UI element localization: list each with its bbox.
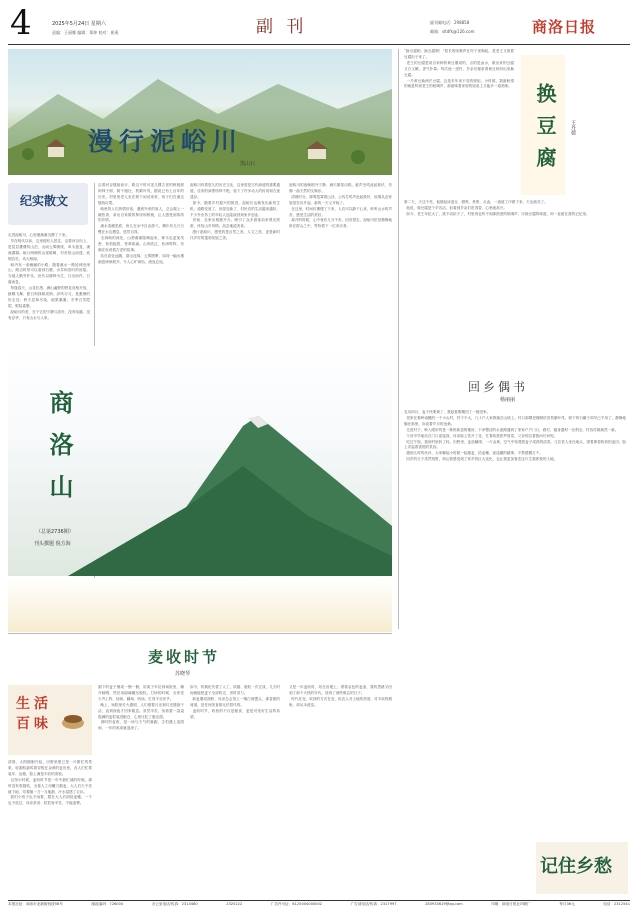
shangluo-title: [42, 390, 77, 516]
footer-bar: [8, 902, 630, 912]
life-char-2: 活: [34, 696, 48, 712]
page-number: 4: [10, 3, 32, 43]
shangluo-credits: 刊头撰题 倪方海: [34, 541, 71, 547]
footer-address: 本报社址：商洛市北新街西段58号: [8, 902, 63, 906]
article-column-2: 沿着河谷继续前行，路边不时可见几棵古老的核桃树和柿子树，树干粗壮，枝繁叶茂，据说已有上百年的历史。村里的老人坐在树下闲话家常，孩子们在溪边嬉戏玩耍。 峪里的人们热情好客，遇到外来的客人，总会端上一碗热茶，拿出自家做的柿饼和核桃，让人感受到浓浓的乡情。 溪水清澈见底，鱼儿在水中自由游弋，偶尔有几只白鹭在水边栖息，悠然自得。 走到峪的深处，山势渐渐陡峭起来，林木也更加茂密，松柏挺拔，苍翠欲滴。山风吹过，松涛阵阵，仿佛在诉说着古老的故事。 站在高处远眺，群山连绵，云雾缥缈，如同一幅水墨画卷徐徐展开，令人心旷神怡，流连忘返。: [98, 183, 184, 264]
huandoufu-title: [521, 55, 565, 195]
footer-rule: [8, 900, 630, 901]
header-date: 2025年5月24日 星期六: [52, 21, 106, 27]
header-rule: [8, 44, 630, 45]
shangluo-title-text: 商洛山: [45, 390, 74, 516]
article-column-3: 泥峪川有着悠久的历史文化，这里曾是古代商道的重要通道，往来的商贾络绎不绝，留下了许多动人的传说和古迹遗存。 如今，随着乡村振兴的推进，泥峪川也焕发出新的生机，道路变宽了，房屋变新了，村民们的生活越来越好，不少外出务工的年轻人也陆续回到家乡创业。 民宿、农家乐相继开办，吸引了众多游客前来观光旅游，体验山乡风情，品尝地道美食。 漫行泥峪川，感受的是自然之美、人文之美，更是新时代乡村的蓬勃发展之美。: [190, 183, 280, 241]
article-column-1: 走进泥峪川，心里便渐渐沉静了下来。 早在明代以前，这里便有人居住，沿着河谷向上，是层层叠叠的山峦，山间云雾缭绕，草木葱茏，溪流潺潺。峪口两侧的山崖陡峭，村舍依山而建，炊烟袅袅，鸡犬相闻。 峪内有一条蜿蜒的小路，随着溪水一路延伸至深山，路边时常可以看到石磨、水井和旧时的房屋。当地人勤劳朴实，世代以耕种为生，日出而作，日落而息。 每逢春天，山花烂漫，满山遍野的野花竞相开放，蜂蝶飞舞；夏日则绿树成荫，凉风习习，是避暑的好去处；秋天层林尽染，硕果累累；冬季白雪皑皑，银装素裹。 泥峪川的美，在于它的宁静与质朴，没有喧嚣，没有浮华，只有山水与人家。: [8, 233, 90, 320]
brand-logo: 商洛日报: [532, 18, 597, 36]
maishou-column-3: 如今，机械化代替了人工，收割、脱粒一次完成，几天时间就能把麦子全部收完，省时省力。 新麦磨成面粉，母亲总会蒸上一锅白面馒头，那香甜的味道，是任何美食都无法替代的。 麦收时节，收获的不仅是粮食，更是对美好生活的希望。: [190, 685, 280, 719]
maishou-column-1: 清晨，太阳刚刚升起，田野里便已是一片繁忙的景象，收割机轰鸣着穿梭在金黄的麦田里，农人们忙着装车、运粮，脸上满是丰收的喜悦。 记得小时候，麦收时节是一年中最忙碌的时候。那时没有收割机，全靠人工用镰刀割麦，大人们天不亮就下地，弯着腰一刀一刀地割，汗水湿透了衣衫。 我们小孩子也不闲着，跟在大人后面拾麦穗，一个也不放过，母亲常说：粒粒皆辛苦，不能浪费。: [8, 760, 92, 806]
jishi-label: 纪实散文: [20, 194, 69, 208]
article-column-4: 泥峪川的夜晚格外宁静，满天繁星闪烁，蛙声虫鸣此起彼伏，仿佛一曲天然的交响乐。 清晨时分，薄雾笼罩着山谷，公鸡打鸣声此起彼伏，炊烟从农家屋顶袅袅升起，新的一天又开始了。 在这里，时间仿佛慢了下来，人们可以静下心来，聆听山水的声音，感受生活的美好。 离开的时候，心中竟有几分不舍，回首望去，泥峪川依旧静静地卧在群山之中，等待着下一位来访者。: [289, 183, 392, 229]
maishou-author: 苏晓琴: [175, 671, 191, 677]
section-divider: [8, 633, 392, 634]
life-char-4: 味: [34, 716, 48, 732]
footer-print: 印刷：商洛日报社印刷厂: [491, 902, 531, 906]
footer-phone2: 2325222: [226, 902, 243, 906]
footer-price: 每月36元: [559, 902, 575, 906]
teacup-icon: [58, 705, 88, 735]
footer-ad: 广告许可证：6125004000002: [270, 902, 323, 906]
header-editors: 责编：王丽娜 编辑：郑坤 校对：崔燕: [52, 30, 119, 35]
footer-email: 283933619@qq.com: [425, 902, 463, 906]
huandoufu-intro: “换豆腐哟，换豆腐咧！”悠长的吆喝声在村子里响起，是老王又挑着豆腐担子来了。 老王的豆腐是用自家种的黄豆磨成的，点的是卤水，做出来的豆腐又白又嫩，香气扑鼻。每次他一进村，乡亲们便拿着黄豆纷纷出来换豆腐。 一斤黄豆换两斤豆腐，这是多年来不变的规矩。小时候，我最盼望的就是听到老王的吆喝声，那意味着家里的饭桌上又能多一道美味。: [404, 49, 514, 89]
footer-zip: 邮政编码：726000: [91, 902, 124, 906]
section-title: 副 刊: [256, 17, 308, 37]
huandoufu-title-text: 换豆腐: [533, 83, 557, 179]
life-char-1: 生: [16, 696, 30, 712]
footer-office: 办公室电话/传真：2313480: [151, 902, 198, 906]
header-contact-email: 邮箱：sltdfk@126.com: [430, 29, 475, 34]
banner-author: 黑山石: [240, 161, 256, 167]
column-divider: [398, 49, 399, 629]
footer-ad-phone: 广告部电话/传真：2317997: [350, 902, 397, 906]
footer-phone4: 电话：2312541: [603, 902, 630, 906]
huixiang-author: 杨丽丽: [500, 397, 516, 403]
shangluo-issue: （总第2736期）: [36, 529, 74, 535]
huandoufu-author: 王丹德: [570, 120, 576, 135]
huandoufu-column-2: 第二天，天还不亮，他便起床泡豆、磨浆、煮浆、点卤，一道道工序做下来，天也就亮了。 他说，做豆腐是个辛苦活，但看到乡亲们吃得香，心里就高兴。 如今，老王年纪大了，挑不动担子了，村里再也听不到那熟悉的吆喝声，可那豆腐的味道，却一直留在我的记忆里。: [404, 200, 590, 216]
maishou-title: 麦收时节: [148, 648, 221, 666]
huixiang-title: 回乡偶书: [468, 380, 529, 394]
jizhu-label: 记住乡愁: [540, 856, 612, 877]
life-badge: [8, 685, 92, 755]
maishou-column-4: 又是一年麦收时，站在田埂上，望着金色的麦浪，我的思绪又回到了那个火热的年代，回到了那些难忘的日子。 时代在变，收获的方式在变，但农人对土地的热爱，对丰收的期盼，却从未改变。: [289, 685, 392, 707]
banner-title: 漫行泥峪川: [88, 127, 244, 156]
header-contact-phone: 副刊邮电话：298858: [430, 20, 470, 25]
huixiang-article: 农历四月，麦子快要黄了，我趁着假期回了一趟老家。 老家在秦岭南麓的一个小山村，村子不大，几十户人家散落在山坡上。村口那棵老槐树依旧枝繁叶茂，树下的石碾子却早已不用了，静静地躺在那里，诉说着岁月的沧桑。 走进村子，映入眼帘的是一栋栋新盖的楼房，干净整洁的水泥路通到了家家户户门口，路灯、健身器材一应俱全，村容村貌焕然一新。 父母早早地站在门口迎接我，母亲脸上笑开了花，忙着给我张罗饭菜，父亲则拉着我问长问短。 吃过午饭，我到村里转了转。田野里，麦浪翻滚，一片金黄，空气中弥漫着麦子成熟的清香。几位老人坐在地头，望着即将收获的麦田，脸上洋溢着喜悦的笑容。 遇到儿时的伙伴，大家聊起小时候一起割麦、拾麦穗、捉迷藏的趣事，不禁感慨万千。 回乡的日子虽然短暂，却让我感受到了家乡的巨大变化，也让我更加眷恋这片生我养我的土地。: [404, 410, 626, 462]
life-char-3: 百: [16, 716, 30, 732]
wheat-divider: [8, 578, 392, 632]
maishou-column-2: 割下的麦子捆成一捆一捆，用架子车拉到场院里，摊开晾晒，然后用碌碡碾压脱粒。打场的时候，全家老少齐上阵，扬场、翻场、收场，忙得不亦乐乎。 晚上，场院里灯火通明，人们借着月光和灯光继续干活，直到深夜才回家歇息。虽然辛苦，但看着一袋袋饱满的麦粒装进粮仓，心里比吃了蜜还甜。 那时的麦收，是一场与天气的赛跑，生怕遇上连阴雨，一年的收成就泡汤了。: [98, 685, 184, 731]
